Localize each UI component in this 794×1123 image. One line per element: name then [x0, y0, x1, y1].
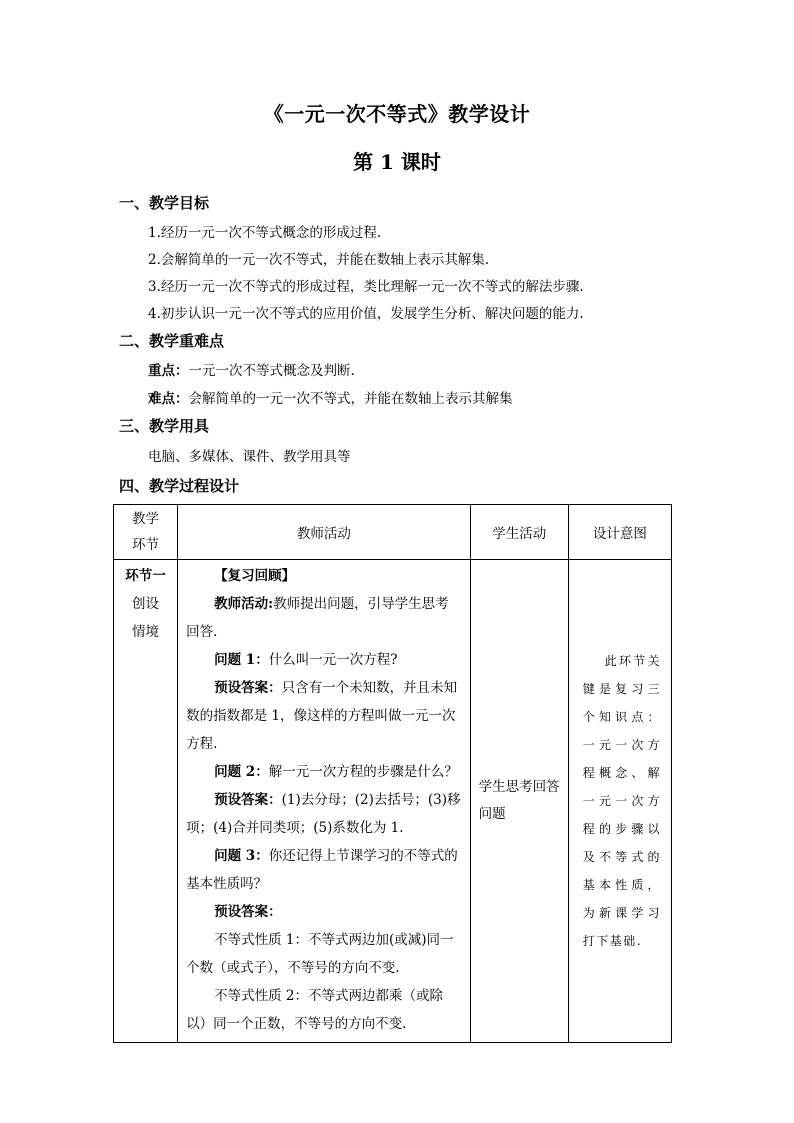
process-table — [113, 504, 672, 1043]
answer-3-label: 预设答案： — [214, 904, 282, 920]
question-3-label: 问题 3： — [214, 848, 269, 864]
answer-2-label: 预设答案： — [214, 792, 282, 808]
student-activity-text: 学生思考回答问题 — [478, 779, 560, 822]
answer-1-label: 预设答案： — [214, 680, 282, 696]
tools-text: 电脑、多媒体、课件、教学用具等 — [148, 449, 351, 465]
question-2-label: 问题 2： — [214, 764, 269, 780]
key-point-label: 重点： — [148, 363, 189, 379]
table-row — [114, 560, 672, 1043]
goal-item: 4.初步认识一元一次不等式的应用价值，发展学生分析、解决问题的能力. — [148, 306, 584, 322]
difficulty-line — [148, 387, 513, 407]
goal-item: 3.经历一元一次不等式的形成过程，类比理解一元一次不等式的解法步骤. — [148, 279, 584, 295]
question-2-text: 解一元一次方程的步骤是什么？ — [268, 764, 458, 780]
key-point-line — [148, 359, 355, 379]
question-3-text: 你还记得上节课学习的不等式的基本性质吗？ — [186, 848, 458, 892]
goal-item: 1.经历一元一次不等式概念的形成过程. — [148, 225, 382, 241]
goal-item: 2.会解简单的一元一次不等式，并能在数轴上表示其解集. — [148, 252, 490, 268]
section-heading-key-points: 二、教学重难点 — [119, 332, 225, 350]
teacher-activity-cell — [178, 560, 471, 1043]
segment-cell — [114, 560, 178, 1043]
design-intent-cell — [568, 560, 671, 1043]
property-1-text: 不等式性质 1：不等式两边加(或减)同一个数（或式子），不等号的方向不变. — [186, 932, 454, 976]
table-header-row — [114, 505, 672, 560]
segment-line2: 创设 — [132, 596, 160, 612]
section-heading-process: 四、教学过程设计 — [119, 477, 240, 495]
segment-title: 环节一 — [125, 568, 166, 584]
difficulty-text: 会解简单的一元一次不等式，并能在数轴上表示其解集 — [188, 391, 513, 407]
header-teacher: 教师活动 — [178, 505, 471, 560]
section-heading-tools: 三、教学用具 — [119, 417, 210, 435]
design-intent-text: 此环节关键是复习三个知识点：一元一次方程概念、解一元一次方程的步骤以及不等式的基本性质，为新课学习打下基础. — [582, 654, 661, 948]
property-2-text: 不等式性质 2：不等式两边都乘（或除以）同一个正数，不等号的方向不变. — [186, 988, 443, 1032]
review-title: 【复习回顾】 — [214, 568, 296, 584]
document-subtitle: 第 1 课时 — [353, 150, 441, 174]
header-segment-line1: 教学 — [132, 511, 160, 527]
header-segment — [114, 505, 178, 560]
header-student: 学生活动 — [470, 505, 568, 560]
segment-line3: 情境 — [132, 624, 160, 640]
difficulty-label: 难点： — [148, 391, 189, 407]
header-intent: 设计意图 — [568, 505, 671, 560]
section-heading-goals: 一、教学目标 — [119, 194, 210, 212]
key-point-text: 一元一次不等式概念及判断. — [188, 363, 355, 379]
teacher-activity-text: 教师提出问题，引导学生思考回答. — [186, 596, 449, 640]
answer-2-text: (1)去分母；(2)去括号；(3)移项；(4)合并同类项；(5)系数化为 1. — [186, 792, 461, 836]
question-1-text: 什么叫一元一次方程? — [268, 652, 398, 668]
document-title: 《一元一次不等式》教学设计 — [263, 102, 531, 126]
teacher-activity-label: 教师活动: — [214, 596, 274, 612]
question-1-label: 问题 1： — [214, 652, 269, 668]
student-activity-cell — [470, 560, 568, 1043]
header-segment-line2: 环节 — [132, 537, 160, 553]
answer-1-text: 只含有一个未知数，并且未知数的指数都是 1，像这样的方程叫做一元一次方程. — [186, 680, 458, 752]
